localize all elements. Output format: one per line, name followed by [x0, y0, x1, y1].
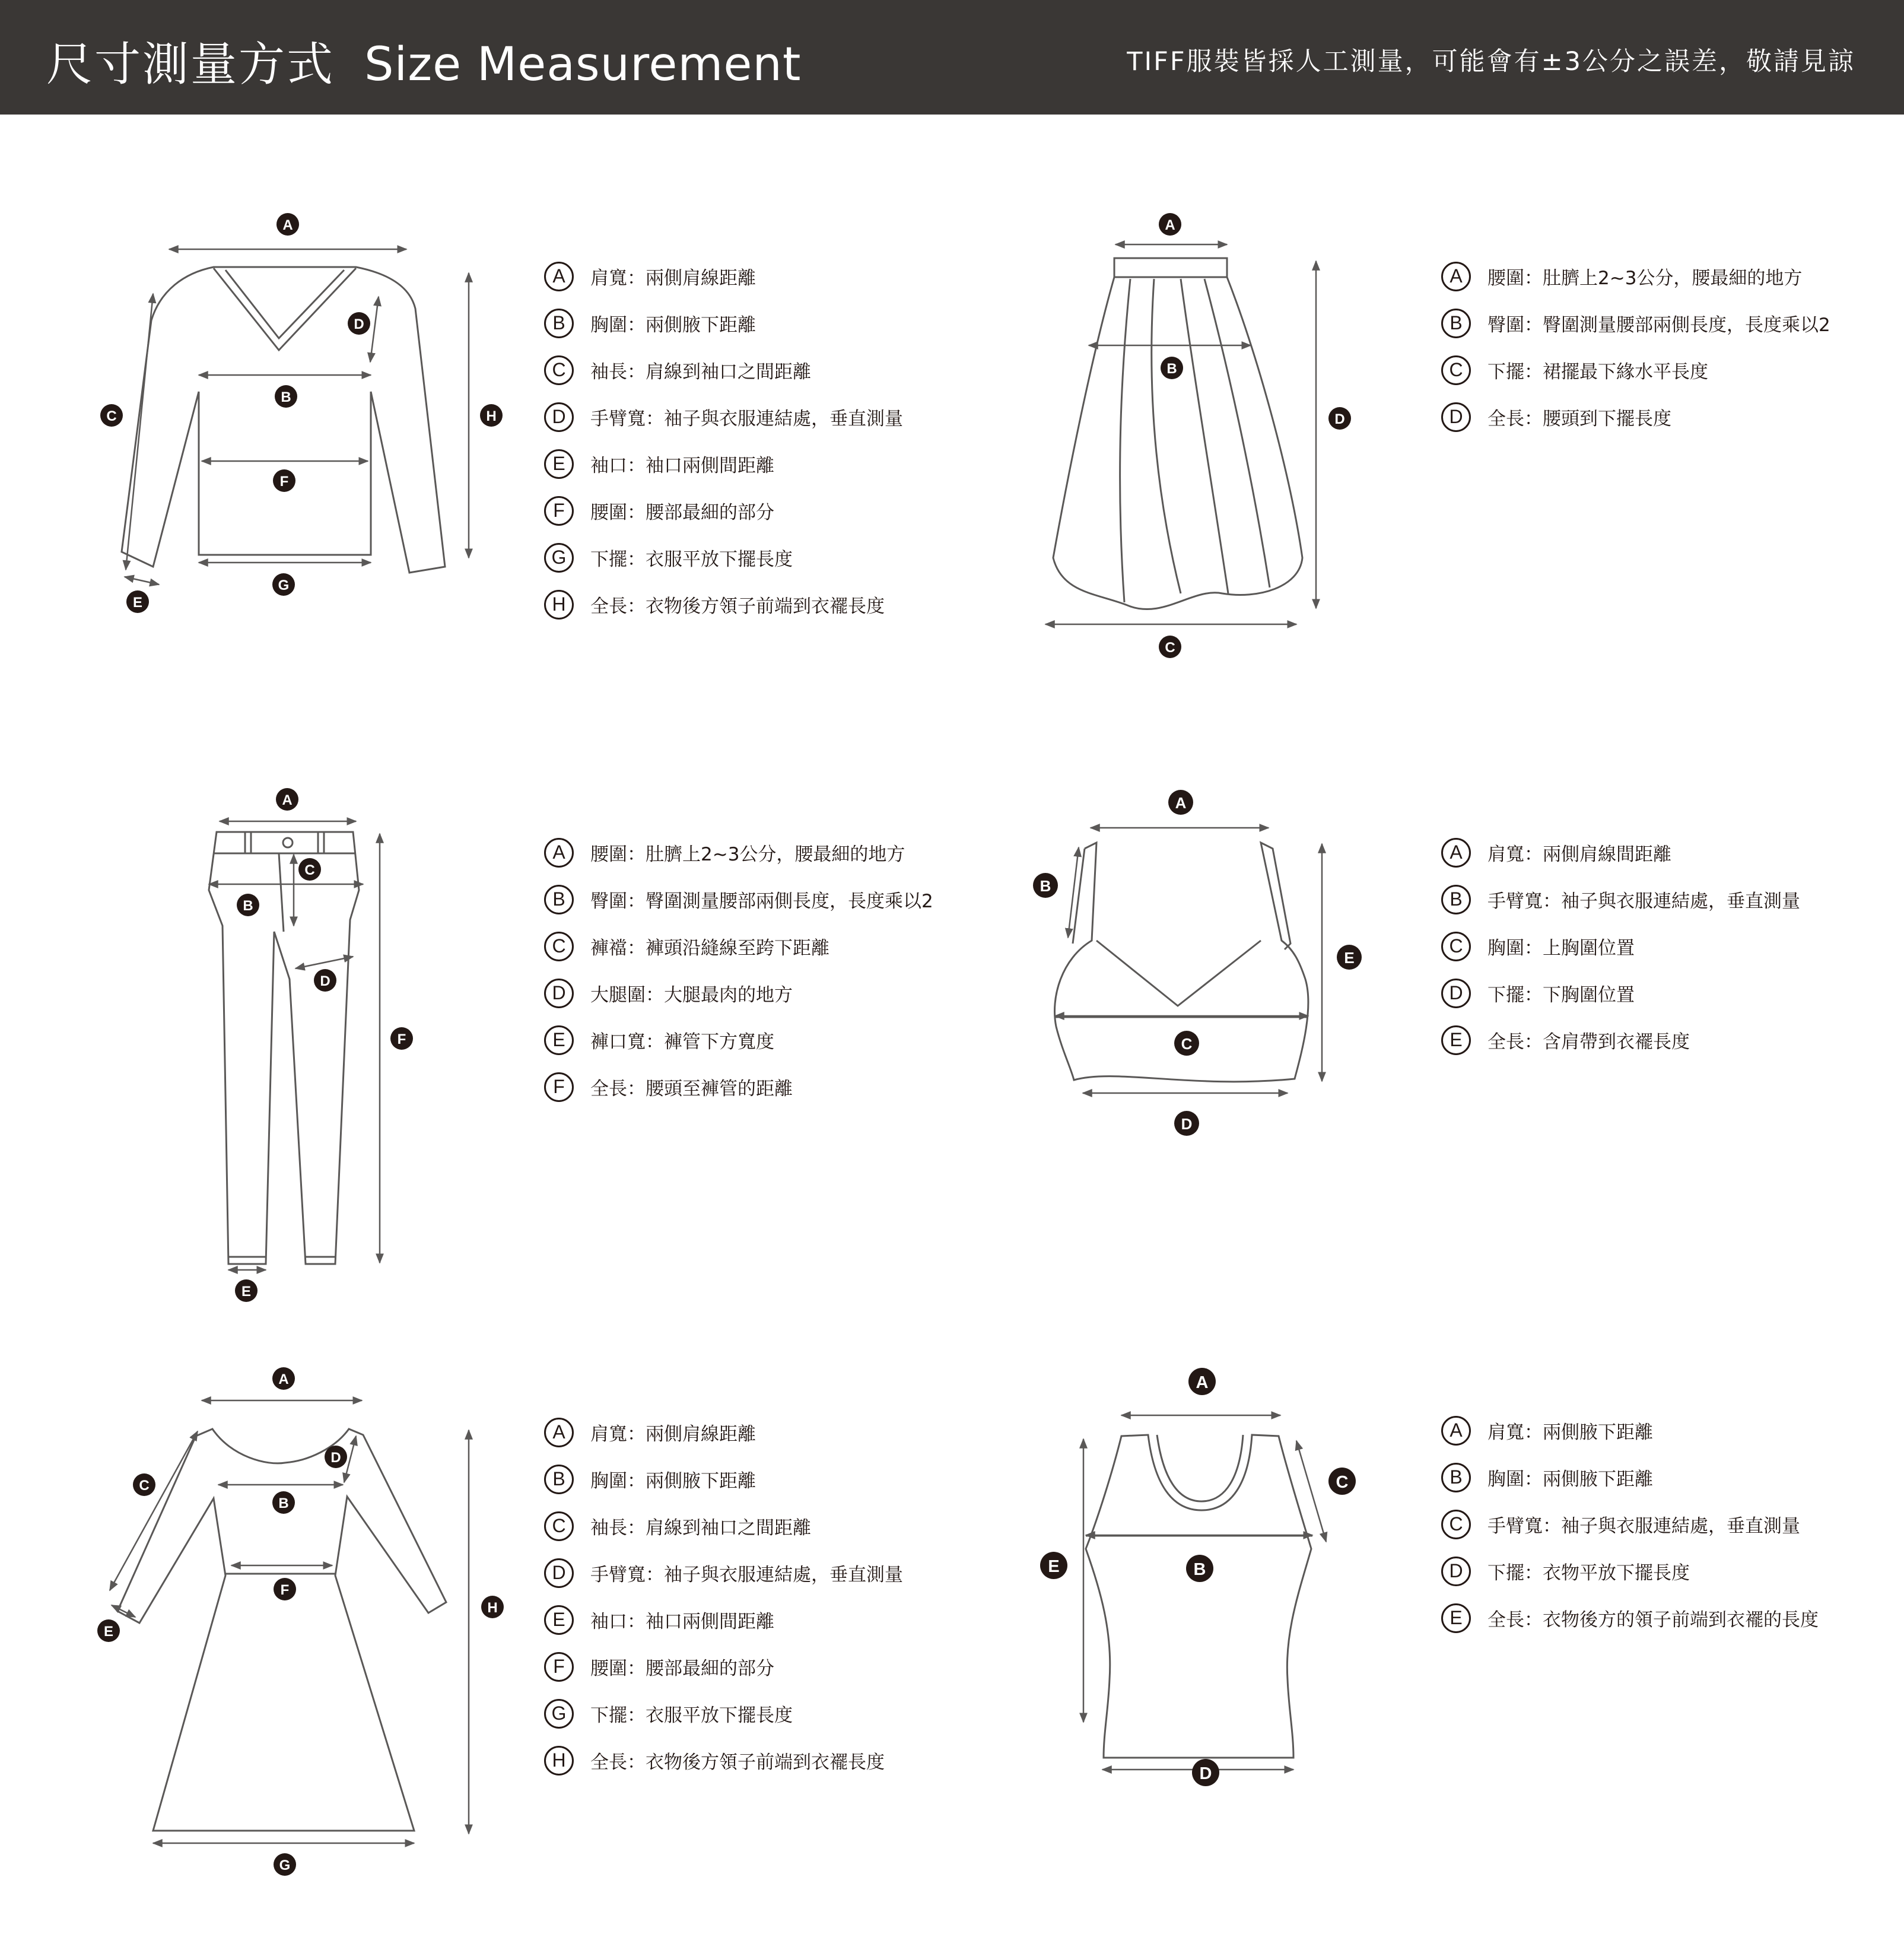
legend-text: 胸圍：上胸圍位置 — [1487, 938, 1635, 959]
svg-text:G: G — [279, 1857, 291, 1873]
legend-text: 肩寬：兩側肩線距離 — [590, 1424, 756, 1445]
legend-letter: B — [544, 1465, 574, 1494]
marker-e — [1040, 1552, 1067, 1579]
svg-text:A: A — [1196, 1373, 1209, 1392]
legend-letter: B — [1441, 885, 1471, 914]
legend-letter: B — [1441, 1463, 1471, 1492]
marker-a — [1159, 213, 1181, 236]
legend-text: 袖長：肩線到袖口之間距離 — [590, 361, 811, 383]
marker-e — [97, 1619, 120, 1642]
legend-item — [544, 300, 983, 347]
legend-letter: E — [1441, 1603, 1471, 1633]
legend-letter: F — [544, 1072, 574, 1102]
arrow-d — [370, 297, 379, 362]
sweater-outline — [122, 267, 445, 573]
marker-h — [481, 1596, 504, 1618]
tank-top-outline — [1086, 1435, 1311, 1758]
marker-h — [480, 404, 503, 427]
marker-d — [1328, 407, 1351, 430]
svg-text:H: H — [486, 408, 497, 424]
legend-letter: G — [544, 543, 574, 573]
svg-text:D: D — [320, 973, 330, 989]
svg-text:B: B — [281, 389, 291, 405]
svg-text:A: A — [282, 217, 293, 233]
marker-c — [1328, 1468, 1356, 1495]
marker-b — [275, 385, 297, 408]
svg-text:C: C — [1336, 1473, 1349, 1492]
legend-tank-top — [1441, 1407, 1880, 1641]
legend-letter: A — [544, 262, 574, 291]
legend-text: 下擺：衣物平放下擺長度 — [1487, 1562, 1690, 1584]
marker-f — [274, 1578, 296, 1600]
svg-text:D: D — [1181, 1115, 1193, 1133]
svg-text:D: D — [330, 1450, 341, 1466]
legend-sweater — [544, 253, 983, 628]
legend-item — [544, 876, 983, 923]
legend-text: 腰圍：腰部最細的部分 — [590, 1658, 774, 1679]
svg-text:F: F — [279, 474, 289, 490]
marker-c — [298, 858, 321, 881]
legend-letter: A — [1441, 262, 1471, 291]
legend-letter: A — [544, 1418, 574, 1447]
arrow-e — [125, 577, 159, 585]
legend-text: 腰圍：腰部最細的部分 — [590, 502, 774, 523]
svg-text:C: C — [1181, 1035, 1193, 1053]
legend-text: 全長：腰頭到下擺長度 — [1487, 408, 1671, 430]
legend-text: 下擺：衣服平放下擺長度 — [590, 1705, 793, 1726]
legend-letter: E — [544, 1605, 574, 1635]
legend-letter: C — [544, 932, 574, 961]
legend-dress — [544, 1409, 983, 1784]
legend-text: 袖口：袖口兩側間距離 — [590, 1611, 774, 1632]
legend-letter: C — [1441, 355, 1471, 385]
legend-text: 胸圍：兩側腋下距離 — [1487, 1469, 1653, 1490]
header-bar — [0, 0, 1904, 115]
legend-letter: D — [1441, 1557, 1471, 1586]
marker-f — [390, 1027, 413, 1050]
legend-item — [544, 393, 983, 440]
legend-text: 手臂寬：袖子與衣服連結處，垂直測量 — [1487, 891, 1800, 912]
legend-text: 全長：衣物後方的領子前端到衣襬的長度 — [1487, 1609, 1819, 1631]
marker-b — [1161, 357, 1183, 379]
legend-letter: G — [544, 1699, 574, 1729]
svg-text:D: D — [354, 316, 364, 332]
marker-f — [273, 469, 295, 492]
legend-item — [544, 1063, 983, 1110]
marker-d — [1174, 1111, 1199, 1136]
title-zh: 尺寸測量方式 — [46, 38, 335, 91]
legend-text: 臀圍：臀圍測量腰部兩側長度，長度乘以2 — [1487, 315, 1830, 336]
legend-item — [1441, 253, 1880, 300]
legend-text: 肩寬：兩側肩線間距離 — [1487, 844, 1671, 865]
svg-text:E: E — [1344, 949, 1355, 967]
svg-text:C: C — [304, 862, 315, 878]
legend-item — [1441, 1548, 1880, 1595]
title-en: Size Measurement — [364, 38, 802, 91]
marker-c — [100, 404, 123, 427]
legend-letter: D — [544, 402, 574, 432]
legend-letter: C — [1441, 932, 1471, 961]
legend-letter: C — [544, 1511, 574, 1541]
legend-skirt — [1441, 253, 1880, 440]
legend-item — [544, 487, 983, 534]
legend-text: 臀圍：臀圍測量腰部兩側長度，長度乘以2 — [590, 891, 933, 912]
legend-letter: H — [544, 590, 574, 620]
svg-text:A: A — [278, 1371, 289, 1387]
legend-letter: F — [544, 496, 574, 526]
legend-text: 褲襠：褲頭沿縫線至跨下距離 — [590, 938, 829, 959]
legend-pants — [544, 829, 983, 1110]
legend-text: 下擺：裙擺最下緣水平長度 — [1487, 361, 1708, 383]
marker-a — [276, 213, 299, 236]
legend-letter: A — [1441, 838, 1471, 868]
legend-letter: E — [544, 1025, 574, 1055]
svg-text:B: B — [243, 898, 253, 914]
legend-letter: A — [544, 838, 574, 868]
legend-letter: A — [1441, 1416, 1471, 1446]
svg-text:B: B — [1166, 361, 1177, 377]
legend-letter: H — [544, 1746, 574, 1776]
legend-item — [544, 1549, 983, 1596]
pants-outline — [209, 832, 359, 1264]
svg-text:B: B — [1040, 877, 1051, 895]
marker-g — [274, 1853, 296, 1876]
legend-item — [544, 1503, 983, 1549]
legend-item — [544, 534, 983, 581]
svg-text:A: A — [1175, 794, 1187, 812]
svg-text:E: E — [103, 1624, 114, 1640]
legend-text: 全長：腰頭至褲管的距離 — [590, 1078, 793, 1100]
marker-b — [1186, 1555, 1213, 1582]
legend-text: 袖口：袖口兩側間距離 — [590, 455, 774, 477]
legend-text: 全長：含肩帶到衣襬長度 — [1487, 1031, 1690, 1053]
skirt-diagram — [1032, 202, 1388, 665]
svg-text:D: D — [1199, 1764, 1212, 1783]
svg-text:E: E — [241, 1284, 252, 1300]
legend-item — [1441, 1017, 1880, 1063]
legend-item — [1441, 1501, 1880, 1548]
legend-item — [1441, 970, 1880, 1017]
pants-diagram — [202, 777, 427, 1311]
marker-e — [126, 590, 149, 613]
legend-item — [544, 923, 983, 970]
skirt-waistband — [1114, 258, 1227, 277]
legend-text: 腰圍：肚臍上2~3公分，腰最細的地方 — [590, 844, 905, 865]
marker-d — [325, 1446, 347, 1468]
legend-item — [544, 347, 983, 393]
page-title — [46, 27, 801, 94]
legend-item — [544, 970, 983, 1017]
legend-item — [1441, 1595, 1880, 1641]
legend-text: 胸圍：兩側腋下距離 — [590, 1470, 756, 1492]
legend-item — [1441, 300, 1880, 347]
legend-letter: E — [544, 449, 574, 479]
marker-b — [1033, 873, 1058, 898]
dress-outline — [117, 1429, 446, 1831]
legend-item — [1441, 1454, 1880, 1501]
legend-letter: C — [544, 355, 574, 385]
legend-text: 袖長：肩線到袖口之間距離 — [590, 1517, 811, 1539]
legend-item — [544, 1596, 983, 1643]
legend-item — [544, 1643, 983, 1690]
legend-text: 手臂寬：袖子與衣服連結處，垂直測量 — [590, 408, 903, 430]
legend-item — [1441, 876, 1880, 923]
marker-c — [1174, 1031, 1199, 1056]
arrow-c — [126, 294, 153, 570]
svg-text:A: A — [1165, 217, 1175, 233]
arrow-c — [110, 1431, 198, 1590]
svg-text:E: E — [1048, 1557, 1060, 1576]
legend-item — [544, 440, 983, 487]
svg-text:C: C — [1165, 640, 1175, 656]
legend-letter: E — [1441, 1025, 1471, 1055]
svg-text:F: F — [280, 1582, 290, 1598]
legend-item — [544, 581, 983, 628]
measurement-note: TIFF服裝皆採人工測量，可能會有±3公分之誤差，敬請見諒 — [1127, 47, 1855, 77]
legend-text: 大腿圍：大腿最肉的地方 — [590, 984, 793, 1006]
dress-diagram — [89, 1359, 516, 1881]
marker-d — [1192, 1759, 1219, 1786]
legend-item — [1441, 923, 1880, 970]
legend-text: 下擺：衣服平放下擺長度 — [590, 549, 793, 570]
tank-top-diagram — [1032, 1359, 1388, 1804]
marker-d — [348, 312, 370, 335]
legend-text: 腰圍：肚臍上2~3公分，腰最細的地方 — [1487, 268, 1803, 289]
legend-letter: B — [544, 309, 574, 338]
marker-a — [1168, 790, 1193, 815]
legend-text: 褲口寬：褲管下方寬度 — [590, 1031, 774, 1053]
legend-letter: C — [1441, 1510, 1471, 1539]
svg-text:C: C — [106, 408, 117, 424]
legend-letter: D — [544, 1558, 574, 1588]
sweater-diagram — [89, 202, 516, 629]
legend-text: 手臂寬：袖子與衣服連結處，垂直測量 — [1487, 1516, 1800, 1537]
arrow-d — [295, 957, 353, 968]
bra-top-diagram — [1021, 771, 1400, 1151]
arrow-c — [1296, 1441, 1326, 1542]
svg-text:A: A — [282, 792, 293, 808]
svg-text:D: D — [1334, 411, 1345, 427]
marker-b — [272, 1491, 295, 1514]
marker-e — [235, 1279, 258, 1302]
svg-text:F: F — [397, 1031, 406, 1047]
legend-item — [544, 1690, 983, 1737]
marker-a — [1188, 1368, 1216, 1395]
legend-bra-top — [1441, 829, 1880, 1063]
legend-text: 全長：衣物後方領子前端到衣襬長度 — [590, 1752, 885, 1773]
marker-d — [314, 969, 336, 992]
marker-a — [276, 788, 298, 811]
legend-letter: B — [1441, 309, 1471, 338]
marker-c — [1159, 636, 1181, 658]
legend-letter: F — [544, 1652, 574, 1682]
legend-text: 手臂寬：袖子與衣服連結處，垂直測量 — [590, 1564, 903, 1586]
marker-a — [272, 1367, 295, 1390]
legend-text: 全長：衣物後方領子前端到衣襬長度 — [590, 596, 885, 617]
legend-item — [544, 253, 983, 300]
legend-letter: B — [544, 885, 574, 914]
marker-e — [1337, 945, 1362, 970]
legend-text: 下擺：下胸圍位置 — [1487, 984, 1635, 1006]
legend-item — [544, 1409, 983, 1456]
svg-text:B: B — [1193, 1560, 1206, 1579]
legend-text: 肩寬：兩側肩線距離 — [590, 268, 756, 289]
marker-b — [237, 894, 259, 916]
legend-item — [1441, 829, 1880, 876]
legend-item — [1441, 393, 1880, 440]
legend-letter: D — [544, 979, 574, 1008]
arrow-b — [1068, 847, 1079, 938]
legend-item — [544, 1017, 983, 1063]
marker-g — [272, 573, 295, 596]
svg-text:G: G — [278, 577, 290, 593]
legend-item — [1441, 1407, 1880, 1454]
svg-text:E: E — [132, 595, 143, 611]
legend-letter: D — [1441, 402, 1471, 432]
legend-letter: D — [1441, 979, 1471, 1008]
legend-item — [1441, 347, 1880, 393]
marker-c — [133, 1473, 155, 1496]
svg-text:C: C — [139, 1478, 150, 1494]
svg-text:B: B — [278, 1495, 289, 1511]
svg-text:H: H — [487, 1600, 498, 1616]
legend-text: 肩寬：兩側腋下距離 — [1487, 1422, 1653, 1443]
legend-item — [544, 1737, 983, 1784]
legend-item — [544, 829, 983, 876]
legend-item — [544, 1456, 983, 1503]
legend-text: 胸圍：兩側腋下距離 — [590, 315, 756, 336]
